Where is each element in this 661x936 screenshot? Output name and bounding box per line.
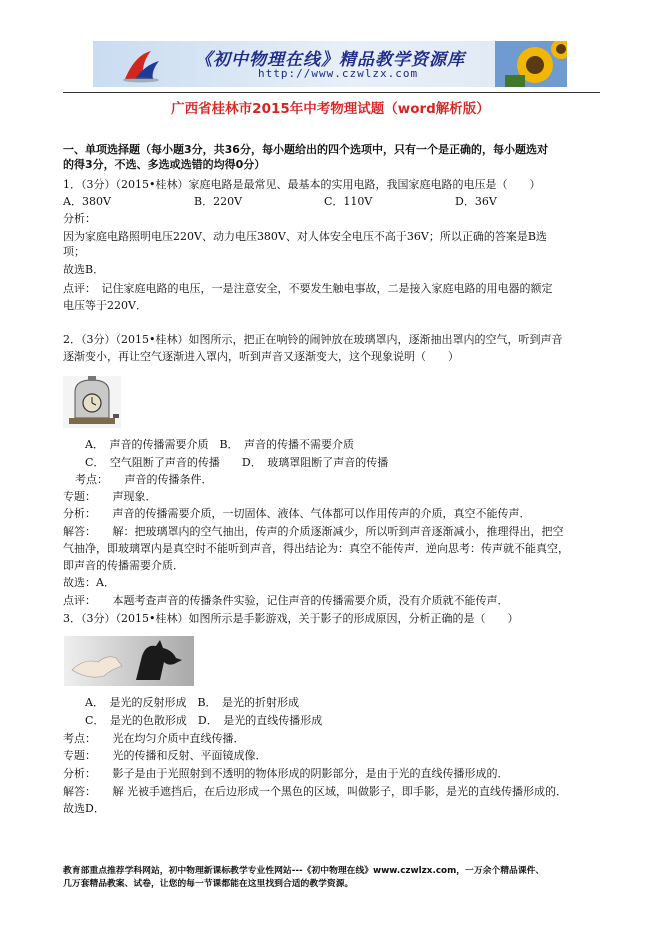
- q1-comment-line1: 点评： 记住家庭电路的电压，一是注意安全，不要发生触电事故，二是接入家庭电路的用电器的额定: [63, 282, 553, 295]
- q2-stem-line1: 2．（3分）（2015•桂林）如图所示，把正在响铃的闹钟放在玻璃罩内，逐渐抽出罩内的空气，听到声音: [63, 333, 563, 346]
- q2-answer: 故选：A．: [63, 576, 115, 589]
- header-rule: [63, 92, 600, 93]
- q2-jieda-line1: 解答： 解：把玻璃罩内的空气抽出，传声的介质逐渐减少，所以听到声音逐渐减小，推理得出，把空: [63, 525, 564, 538]
- document-title: 广西省桂林市2015年中考物理试题（word解析版）: [171, 101, 490, 117]
- q1-option-b: B．220V: [194, 195, 243, 208]
- q1-answer: 故选B．: [63, 263, 105, 276]
- q1-analysis-label: 分析：: [63, 212, 96, 225]
- q1-analysis-line1: 因为家庭电路照明电压220V、动力电压380V、对人体安全电压不高于36V；所以正确的答案是B选: [63, 230, 547, 243]
- q3-fenxi: 分析： 影子是由于光照射到不透明的物体形成的阴影部分，是由于光的直线传播形成的．: [63, 767, 509, 780]
- q2-zhuanti: 专题： 声现象．: [63, 490, 157, 503]
- q3-zhuanti: 专题： 光的传播和反射、平面镜成像．: [63, 749, 267, 762]
- q2-fenxi: 分析： 声音的传播需要介质，一切固体、液体、气体都可以作用传声的介质，真空不能传声．: [63, 507, 531, 520]
- q2-stem-line2: 逐渐变小，再让空气逐渐进入罩内，听到声音又逐渐变大，这个现象说明（ ）: [63, 350, 459, 363]
- q2-jieda-line2: 气抽净，即玻璃罩内是真空时不能听到声音，得出结论为：真空不能传声．逆向思考：传声就不能真空，: [63, 542, 569, 555]
- q3-kaodian: 考点： 光在均匀介质中直线传播．: [63, 732, 245, 745]
- section-heading-line1: 一、单项选择题（每小题3分，共36分，每小题给出的四个选项中，只有一个是正确的，每小题选对: [63, 143, 548, 156]
- q1-option-a: A．380V: [63, 195, 111, 208]
- footer-line1: 教育部重点推荐学科网站，初中物理新课标教学专业性网站---《初中物理在线》www.czwlzx.com，一万余个精品课件、: [63, 866, 545, 876]
- q1-analysis-line2: 项；: [63, 245, 85, 258]
- q1-stem: 1．（3分）（2015•桂林）家庭电路是最常见、最基本的实用电路，我国家庭电路的电压是（ ）: [63, 178, 541, 191]
- sunflower-icon: [495, 41, 567, 87]
- q2-options-cd: C． 空气阻断了声音的传播 D． 玻璃罩阻断了声音的传播: [85, 456, 389, 469]
- q1-comment-line2: 电压等于220V．: [63, 299, 147, 312]
- q3-options-ab: A． 是光的反射形成 B． 是光的折射形成: [85, 696, 300, 709]
- q2-comment: 点评： 本题考查声音的传播条件实验，记住声音的传播需要介质，没有介质就不能传声．: [63, 594, 509, 607]
- page-footer: [63, 865, 544, 891]
- q3-jieda: 解答： 解 光被手遮挡后，在后边形成一个黑色的区域，叫做影子，即手影，是光的直线传播形成的．: [63, 785, 567, 798]
- q1-option-d: D．36V: [455, 195, 497, 208]
- q2-jieda-line3: 即声音的传播需要介质．: [63, 559, 184, 572]
- footer-line2: 几万套精品教案、试卷，让您的每一节课都能在这里找到合适的教学资源。: [63, 879, 354, 889]
- q1-option-c: C．110V: [324, 195, 373, 208]
- header-banner: [93, 41, 567, 87]
- q2-options-ab: A． 声音的传播需要介质 B． 声音的传播不需要介质: [85, 438, 355, 451]
- site-logo-icon: [121, 47, 161, 83]
- banner-title: 《初中物理在线》精品教学资源库: [195, 50, 465, 70]
- section-heading-line2: 的得3分，不选、多选或选错的均得0分）: [63, 158, 266, 171]
- q3-answer: 故选D．: [63, 802, 105, 815]
- bell-jar-figure: [63, 376, 121, 428]
- q3-options-cd: C． 是光的色散形成 D． 是光的直线传播形成: [85, 714, 323, 727]
- q3-stem: 3．（3分）（2015•桂林）如图所示是手影游戏，关于影子的形成原因，分析正确的是（ ）: [63, 612, 519, 625]
- q2-kaodian: 考点： 声音的传播条件．: [75, 473, 213, 486]
- banner-url: http://www.czwlzx.com: [258, 67, 419, 80]
- hand-shadow-figure: [64, 636, 194, 686]
